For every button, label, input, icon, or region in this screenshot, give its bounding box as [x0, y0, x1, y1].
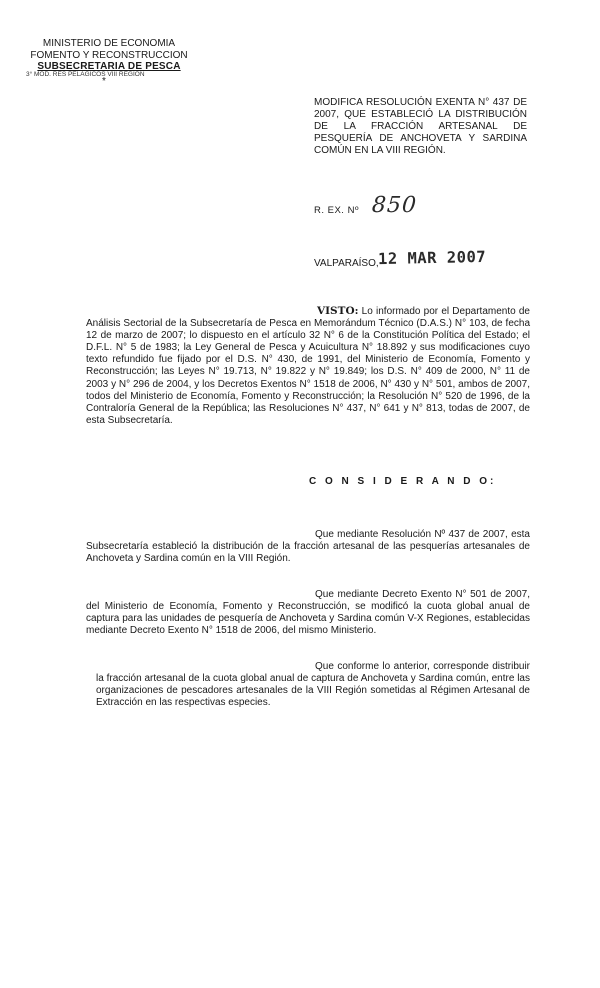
considerando-heading: C O N S I D E R A N D O: [309, 476, 497, 487]
resolution-subject: MODIFICA RESOLUCIÓN EXENTA N° 437 DE 2007, QUE ESTABLECIÓ LA DISTRIBUCIÓN DE LA FRACCIÓN ARTESANAL DE PESQUERÍA DE ANCHOVETA Y SARDINA COMÚN EN LA VIII REGIÓN. [314, 97, 527, 156]
visto-heading: VISTO: [317, 305, 359, 317]
visto-paragraph [86, 305, 530, 427]
date-stamp: 12 MAR 2007 [377, 247, 487, 269]
ministry-division: FOMENTO Y RECONSTRUCCION [30, 49, 188, 61]
place-label: VALPARAÍSO, [314, 258, 379, 269]
considerando-paragraph: Que conforme lo anterior, corresponde distribuir la fracción artesanal de la cuota global anual de captura de Anchoveta y Sardina común, entre las organizaciones de pescadores artesanales de la VIII Región sometidas al Régimen Artesanal de Extracción en las respectivas especies. [96, 661, 530, 709]
resolution-number: 850 [371, 193, 418, 218]
considerando-paragraph: Que mediante Decreto Exento N° 501 de 2007, del Ministerio de Economía, Fomento y Reconstrucción, se modificó la cuota global anual de captura para las unidades de pesquería de Anchoveta y Sardina común V-X Regiones, establecidas mediante Decreto Exento N° 1518 de 2006, del mismo Ministerio. [86, 589, 530, 637]
visto-text: Lo informado por el Departamento de Análisis Sectorial de la Subsecretaría de Pesca en Memorándum Técnico (D.A.S.) N° 103, de fecha 12 de marzo de 2007; lo dispuesto en el artículo 32 N° 6 de la Constitución Política del Estado; el D.F.L. N° 5 de 1983; la Ley General de Pesca y Acuicultura N° 18.892 y sus modificaciones cuyo texto refundido fue fijado por el D.S. N° 430, de 1991, del Ministerio de Economía, Fomento y Reconstrucción; las Leyes N° 19.713, N° 19.822 y N° 19.849; los D.S. N° 409 de 2000, N° 11 de 2003 y N° 296 de 2004, y los Decretos Exentos N° 1518 de 2006, N° 430 y N° 501, ambos de 2007, todos del Ministerio de Economía, Fomento y Reconstrucción; la Resolución N° 520 de 1996, de la Contraloría General de la República; las Resoluciones N° 437, N° 641 y N° 813, todas de 2007, de esta Subsecretaría. [86, 306, 530, 426]
file-reference: 3° MOD. RES PELAGICOS VIII REGION [26, 71, 145, 78]
considerando-paragraph: Que mediante Resolución Nº 437 de 2007, esta Subsecretaría estableció la distribución de la fracción artesanal de las pesquerías artesanales de Anchoveta y Sardina común en la VIII Región. [86, 529, 530, 565]
handwritten-mark: * [102, 76, 106, 87]
subsecretaria-name: SUBSECRETARIA DE PESCA [37, 61, 181, 72]
resolution-label: R. EX. Nº [314, 205, 359, 216]
ministry-name: MINISTERIO DE ECONOMIA [42, 38, 176, 49]
ministry-header [14, 38, 204, 87]
